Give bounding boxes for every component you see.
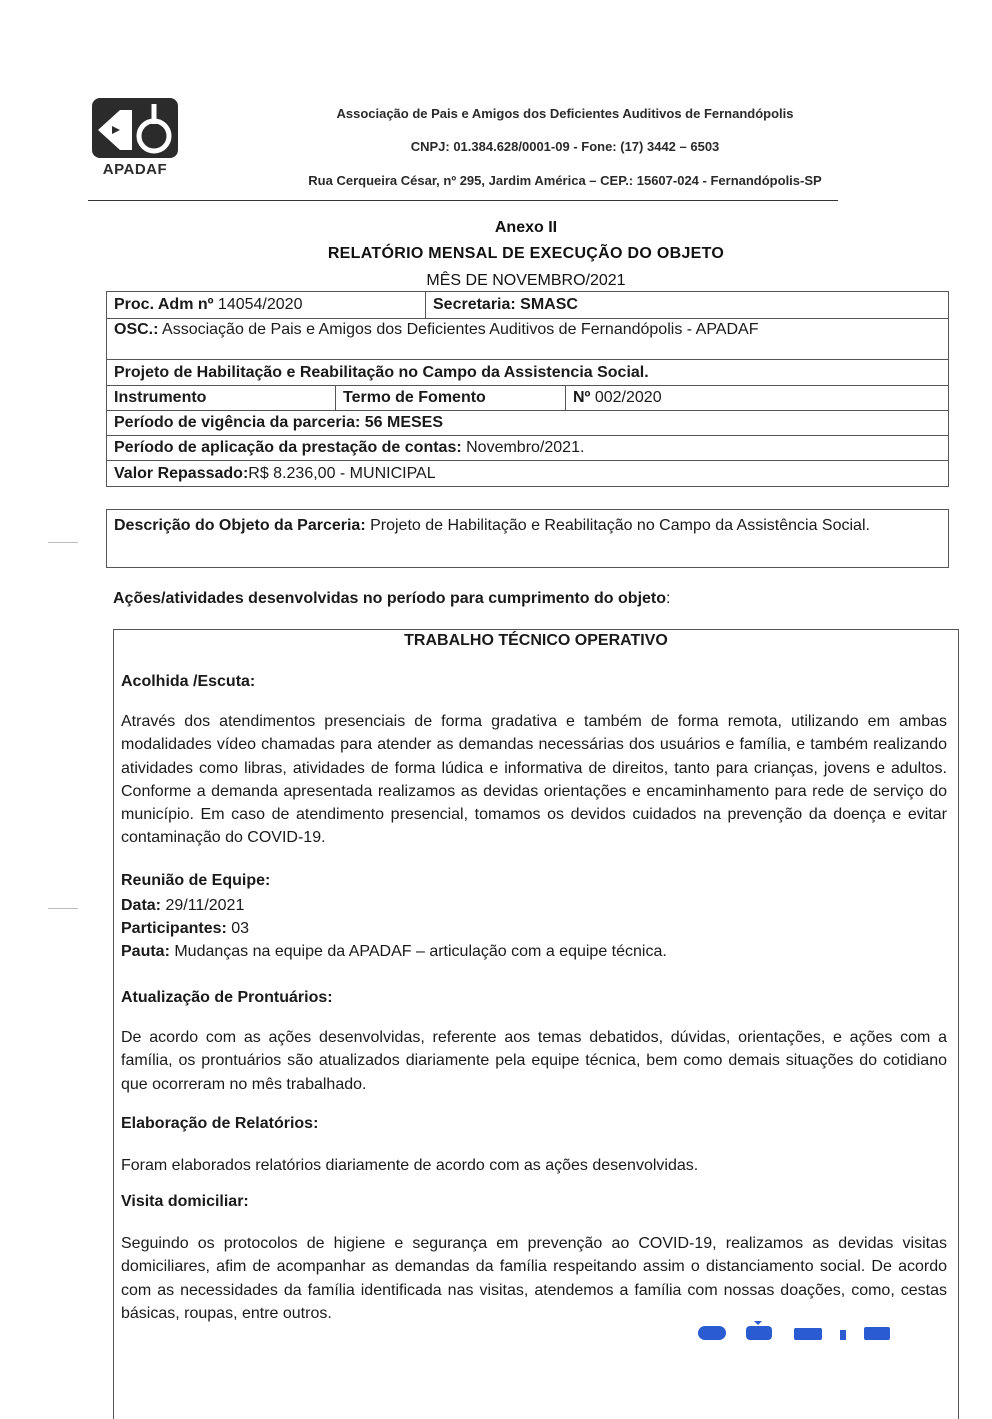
apadaf-logo xyxy=(90,96,180,178)
acolhida-text: Através dos atendimentos presenciais de forma gradativa e também de forma remota, utilizando em ambas modalidades vídeo chamadas para atender as demandas necessárias dos usuários e família, e também realizando atividades como libras, atividades de forma lúdica e informativa de direitos, tanto para crianças, jovens e adultos. Conforme a demanda apresentada realizamos as devidas orientações e encaminhamento para rede de serviço do município. Em caso de atendimento presencial, tomamos os devidos cuidados na prevenção da doença e evitar contaminação do COVID-19. xyxy=(121,713,947,847)
object-description-box xyxy=(106,509,949,568)
numero-value: 002/2020 xyxy=(590,389,662,406)
description-label: Descrição do Objeto da Parceria: xyxy=(114,517,366,534)
reuniao-participants xyxy=(121,917,249,940)
table-row xyxy=(107,386,948,411)
aplicacao-cell xyxy=(107,436,948,460)
reuniao-agenda-label: Pauta: xyxy=(121,943,170,960)
prontuarios-heading: Atualização de Prontuários: xyxy=(121,989,333,1006)
activities-title: TRABALHO TÉCNICO OPERATIVO xyxy=(404,632,668,649)
cnpj-phone-line: CNPJ: 01.384.628/0001-09 - Fone: (17) 3442 – 6503 xyxy=(410,139,720,154)
proc-cell xyxy=(107,292,425,318)
org-name: Associação de Pais e Amigos dos Deficientes Auditivos de Fernandópolis xyxy=(336,106,794,121)
description-text: Projeto de Habilitação e Reabilitação no Campo da Assistência Social. xyxy=(365,517,870,534)
instrumento-label: Instrumento xyxy=(114,389,207,406)
reuniao-agenda-value: Mudanças na equipe da APADAF – articulação com a equipe técnica. xyxy=(169,943,667,960)
osc-cell xyxy=(107,319,948,359)
reuniao-date xyxy=(121,894,244,917)
reuniao-heading: Reunião de Equipe: xyxy=(121,872,271,889)
instrumento-cell xyxy=(107,386,335,410)
project-cell xyxy=(107,360,948,385)
visita-text: Seguindo os protocolos de higiene e segurança em prevenção ao COVID-19, realizamos as devidas visitas domiciliares, afim de acompanhar as demandas da família respeitando assim o distanciamento social. De acordo com as necessidades da família identificada nas visitas, atendemos a família com nossas doações, como, cestas básicas, roupas, entre outros. xyxy=(121,1235,947,1322)
valor-cell xyxy=(107,461,948,486)
annex-title: Anexo II xyxy=(494,219,558,236)
actions-heading-text: Ações/atividades desenvolvidas no período para cumprimento do objeto xyxy=(113,590,667,607)
table-row xyxy=(107,411,948,436)
relatorios-heading: Elaboração de Relatórios: xyxy=(121,1115,319,1132)
info-table xyxy=(106,291,949,487)
partial-stamp xyxy=(696,1318,896,1340)
valor-label: Valor Repassado: xyxy=(114,464,249,482)
table-row xyxy=(107,319,948,360)
aplicacao-label: Período de aplicação da prestação de contas: xyxy=(114,439,462,456)
vigencia-text: Período de vigência da parceria: 56 MESES xyxy=(114,414,444,431)
acolhida-heading: Acolhida /Escuta: xyxy=(121,673,256,690)
numero-label: Nº xyxy=(573,389,591,406)
osc-value: Associação de Pais e Amigos dos Deficientes Auditivos de Fernandópolis - APADAF xyxy=(158,321,759,338)
relatorios-text: Foram elaborados relatórios diariamente de acordo com as ações desenvolvidas. xyxy=(121,1157,699,1174)
reuniao-participants-label: Participantes: xyxy=(121,920,227,937)
project-name: Projeto de Habilitação e Reabilitação no Campo da Assistencia Social. xyxy=(114,363,649,381)
valor-value: R$ 8.236,00 - MUNICIPAL xyxy=(248,464,436,482)
header-divider xyxy=(88,200,838,201)
report-month: MÊS DE NOVEMBRO/2021 xyxy=(426,272,626,289)
reuniao-agenda xyxy=(121,940,667,963)
margin-mark xyxy=(48,908,78,909)
proc-value: 14054/2020 xyxy=(213,296,303,313)
vigencia-cell xyxy=(107,411,948,435)
reuniao-date-value: 29/11/2021 xyxy=(161,897,245,914)
visita-heading: Visita domiciliar: xyxy=(121,1193,249,1210)
reuniao-participants-value: 03 xyxy=(226,920,250,937)
table-row xyxy=(107,292,948,319)
svg-text:APADAF: APADAF xyxy=(102,161,168,178)
table-row xyxy=(107,436,948,461)
address-line: Rua Cerqueira César, nº 295, Jardim América – CEP.: 15607-024 - Fernandópolis-SP xyxy=(308,173,822,188)
actions-heading xyxy=(113,590,670,608)
aplicacao-value: Novembro/2021. xyxy=(461,439,585,456)
secretaria-label: Secretaria: SMASC xyxy=(433,296,578,313)
table-row xyxy=(107,461,948,486)
fomento-cell xyxy=(335,386,565,410)
secretaria-cell xyxy=(425,292,948,318)
numero-cell xyxy=(565,386,948,410)
osc-label: OSC.: xyxy=(114,321,159,338)
actions-heading-colon: : xyxy=(666,590,671,607)
margin-mark xyxy=(48,542,78,543)
table-row xyxy=(107,360,948,386)
report-title: RELATÓRIO MENSAL DE EXECUÇÃO DO OBJETO xyxy=(327,245,725,262)
reuniao-date-label: Data: xyxy=(121,897,162,914)
prontuarios-text: De acordo com as ações desenvolvidas, referente aos temas debatidos, dúvidas, orientações, e ações com a família, os prontuários são atualizados diariamente pela equipe técnica, bem como demais situações do cotidiano que ocorreram no mês trabalhado. xyxy=(121,1029,947,1093)
proc-label: Proc. Adm nº xyxy=(114,296,214,313)
instrumento-value: Termo de Fomento xyxy=(343,389,486,406)
